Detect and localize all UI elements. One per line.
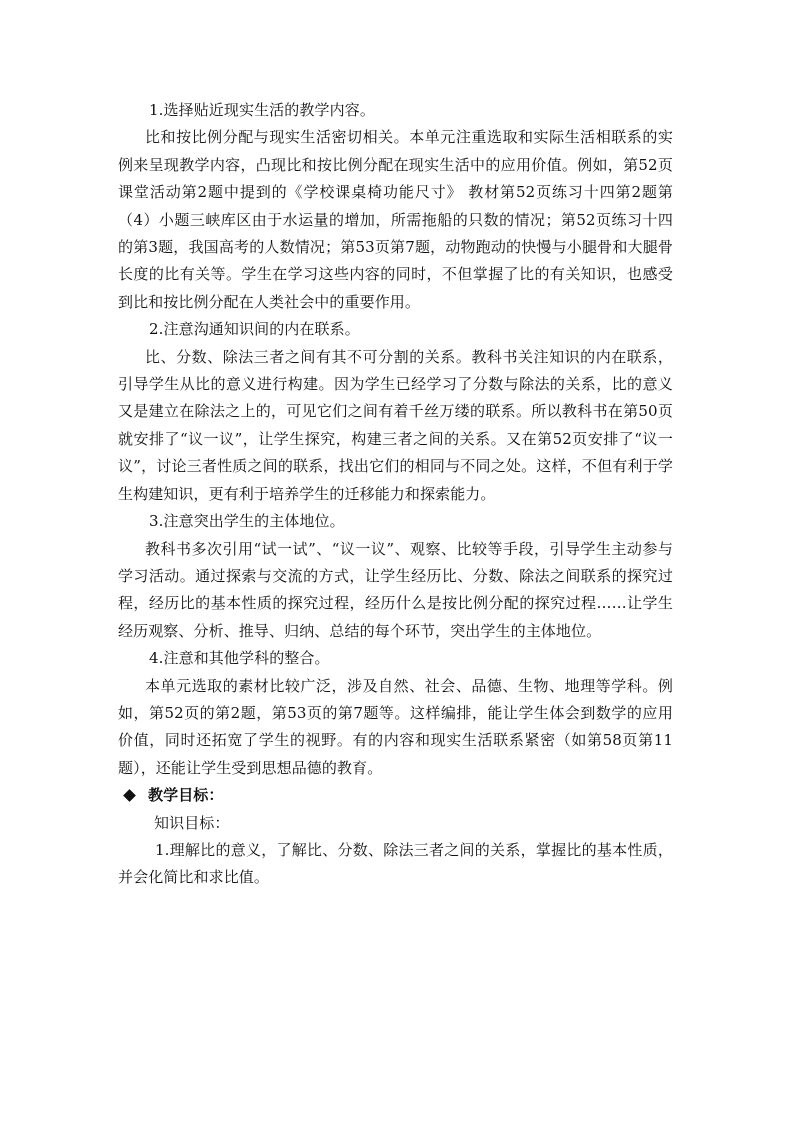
section-heading-1: 1.选择贴近现实生活的教学内容。 — [149, 101, 375, 119]
paragraph-3: 教科书多次引用“试一试”、“议一议”、观察、比较等手段，引导学生主动参与学习活动。通过探索与交流的方式，让学生经历比、分数、除法之间联系的探究过程，经历比的基本性质的探究过程，经历什么是按比例分配的探究过程……让学生经历观察、分析、推导、归纳、总结的每个环节，突出学生的主体地位。 — [118, 539, 673, 640]
paragraph-4: 本单元选取的素材比较广泛，涉及自然、社会、品德、生物、地理等学科。例如，第52页的第2题，第53页的第7题等。这样编排，能让学生体会到数学的应用价值，同时还拓宽了学生的视野。有的内容和现实生活联系紧密（如第58页第11题），还能让学生受到思想品德的教育。 — [118, 676, 673, 777]
section-heading-4: 4.注意和其他学科的整合。 — [149, 649, 330, 668]
document-page — [118, 97, 673, 892]
paragraph-2: 比、分数、除法三者之间有其不可分割的关系。教科书关注知识的内在联系，引导学生从比的意义进行构建。因为学生已经学习了分数与除法的关系，比的意义又是建立在除法之上的，可见它们之间有着千丝万缕的联系。所以教科书在第50页就安排了“议一议”，让学生探究，构建三者之间的关系。又在第52页安排了“议一议”，讨论三者性质之间的联系，找出它们的相同与不同之处。这样，不但有利于学生构建知识，更有利于培养学生的迁移能力和探索能力。 — [118, 347, 673, 503]
knowledge-goals-heading: 知识目标： — [154, 813, 230, 832]
goals-heading-label: 教学目标： — [148, 786, 224, 805]
goals-heading — [118, 782, 673, 809]
diamond-bullet-icon — [123, 789, 136, 802]
section-heading-2: 2.注意沟通知识间的内在联系。 — [149, 320, 360, 339]
paragraph-1: 比和按比例分配与现实生活密切相关。本单元注重选取和实际生活相联系的实例来呈现教学内容，凸现比和按比例分配在现实生活中的应用价值。例如，第52页课堂活动第2题中提到的《学校课桌椅功能尺寸》 教材第52页练习十四第2题第（4）小题三峡库区由于水运量的增加，所需拖船的只数的情况；第52页练习十四的第3题，我国高考的人数情况；第53页第7题，动物跑动的快慢与小腿骨和大腿骨长度的比有关等。学生在学习这些内容的同时，不但掌握了比的有关知识，也感受到比和按比例分配在人类社会中的重要作用。 — [118, 128, 673, 311]
section-heading-3: 3.注意突出学生的主体地位。 — [149, 512, 345, 531]
knowledge-goal-item-1: 1.理解比的意义，了解比、分数、除法三者之间的关系，掌握比的基本性质，并会化简比和求比值。 — [118, 840, 673, 887]
